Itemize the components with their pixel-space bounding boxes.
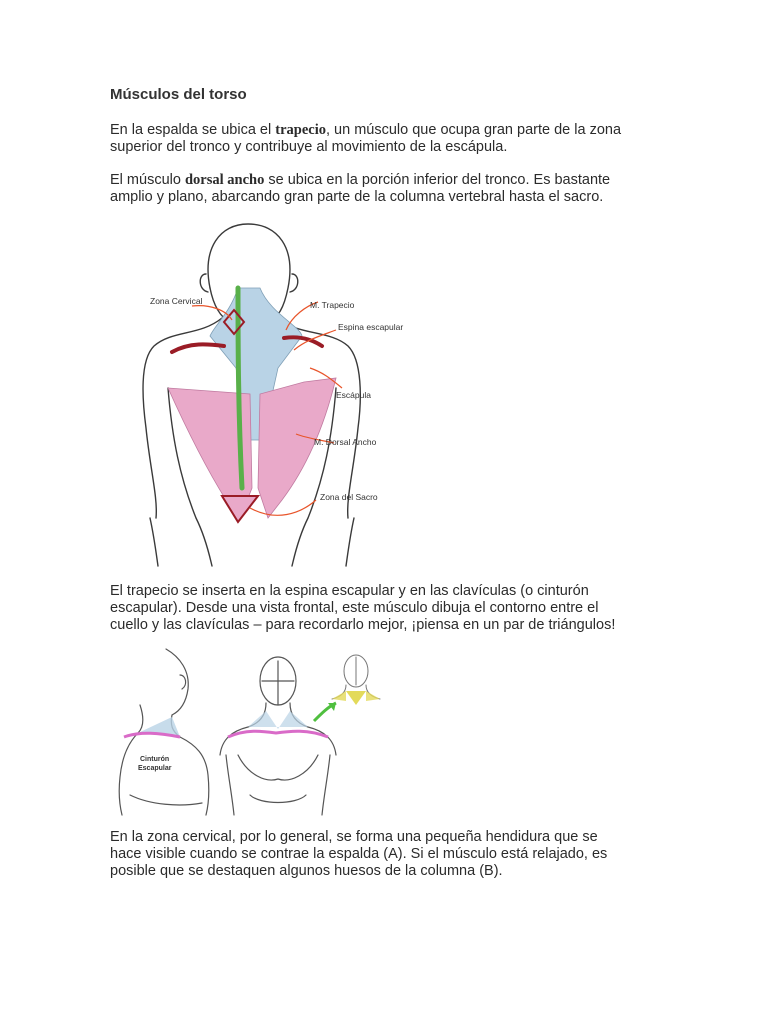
text: hace visible cuando se contrae la espalda (A). Si el músculo está relajado, es xyxy=(110,846,608,862)
trapezius-front-shape xyxy=(248,711,308,729)
paragraph-trapecio xyxy=(110,122,670,156)
text: cuello y las clavículas – para recordarlo mejor, ¡piensa en un par de triángulos! xyxy=(110,617,616,633)
bold-term-dorsal-ancho: dorsal ancho xyxy=(184,172,265,188)
label-escapula: Escápula xyxy=(336,390,371,400)
paragraph-dorsal-ancho xyxy=(110,172,670,206)
label-dorsal-ancho: M. Dorsal Ancho xyxy=(314,437,377,447)
triangle-marker-left xyxy=(332,691,346,701)
label-cinturon: Cinturón xyxy=(140,756,170,763)
label-zona-cervical: Zona Cervical xyxy=(150,296,203,306)
label-trapecio: M. Trapecio xyxy=(310,300,355,310)
collarbone-front xyxy=(228,731,328,737)
label-espina-escapular: Espina escapular xyxy=(338,322,404,332)
triangle-marker xyxy=(346,691,366,705)
text: El músculo xyxy=(110,172,185,188)
scapular-spine-left xyxy=(172,344,224,352)
text: , un músculo que ocupa gran parte de la zona xyxy=(325,122,622,138)
paragraph-zona-cervical xyxy=(110,829,670,880)
triangle-marker-right xyxy=(366,691,380,701)
back-muscles-illustration xyxy=(110,218,430,568)
label-escapular: Escapular xyxy=(138,765,172,772)
shoulder-girdle-illustration xyxy=(110,645,390,817)
text: superior del tronco y contribuye al movimiento de la escápula. xyxy=(110,139,508,155)
text: escapular). Desde una vista frontal, este músculo dibuja el contorno entre el xyxy=(110,600,599,616)
text: En la espalda se ubica el xyxy=(110,122,276,138)
text: amplio y plano, abarcando gran parte de la columna vertebral hasta el sacro. xyxy=(110,189,604,205)
text: se ubica en la porción inferior del tronco. Es bastante xyxy=(264,172,611,188)
text: posible que se destaquen algunos huesos de la columna (B). xyxy=(110,863,503,879)
text: El trapecio se inserta en la espina escapular y en las clavículas (o cinturón xyxy=(110,583,589,599)
bold-term-trapecio: trapecio xyxy=(275,122,326,138)
page-title: Músculos del torso xyxy=(110,86,247,103)
label-zona-sacro: Zona del Sacro xyxy=(320,492,378,502)
paragraph-insercion xyxy=(110,583,670,634)
text: En la zona cervical, por lo general, se forma una pequeña hendidura que se xyxy=(110,829,598,845)
